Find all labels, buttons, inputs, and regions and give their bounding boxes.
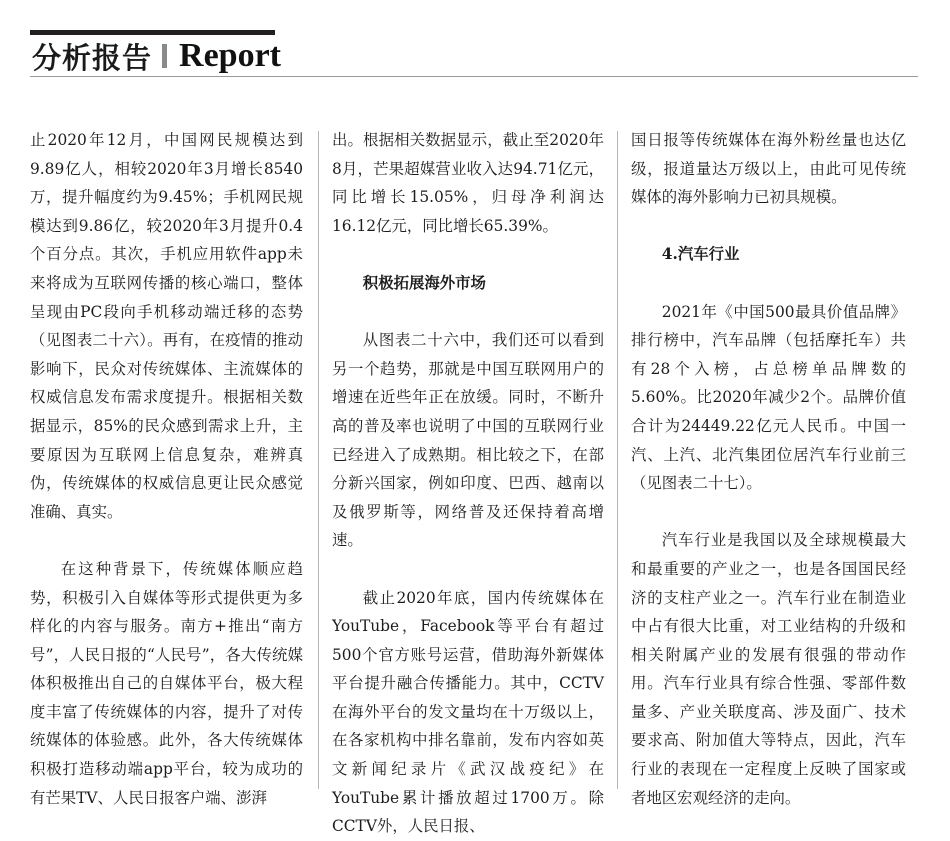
column-divider — [617, 131, 618, 789]
header-title-cn: 分析报告 — [32, 40, 153, 75]
paragraph: 截止2020年底，国内传统媒体在YouTube，Facebook等平台有超过500个官方账号运营，借助海外新媒体平台提升融合传播能力。其中，CCTV在海外平台的发文量均在十万级以上，在各家机构中排名靠前，发布内容如英文新闻纪录片《武汉战疫纪》在YouTube累计播放超过1700万。除CCTV外，人民日报、 — [332, 588, 604, 836]
paragraph: 止2020年12月，中国网民规模达到9.89亿人，相较2020年3月增长8540万，提升幅度约为9.45%；手机网民规模达到9.86亿，较2020年3月提升0.4个百分点。其次，手机应用软件app未来将成为互联网传播的核心端口，整体呈现由PC段向手机移动端迁移的态势（见图表二十六）。再有，在疫情的推动影响下，民众对传统媒体、主流媒体的权威信息发布需求度提升。根据相关数据显示，85%的民众感到需求上升，主要原因为互联网上信息复杂，难辨真伪，传统媒体的权威信息更让民众感觉准确、真实。 — [30, 131, 303, 521]
paragraph: 汽车行业是我国以及全球规模最大和最重要的产业之一，也是各国国民经济的支柱产业之一。汽车行业在制造业中占有很大比重，对工业结构的升级和相关附属产业的发展有很强的带动作用。汽车行业具有综合性强、零部件数量多、产业关联度高、涉及面广、技术要求高、附加值大等特点，因此，汽车行业的表现在一定程度上反映了国家或者地区宏观经济的走向。 — [631, 531, 906, 807]
header-separator — [162, 44, 167, 68]
paragraph-gap — [631, 498, 906, 527]
paragraph-gap — [332, 555, 604, 584]
paragraph: 出。根据相关数据显示，截止至2020年8月，芒果超媒营业收入达94.71亿元，同比增长15.05%，归母净利润达16.12亿元，同比增长65.39%。 — [332, 131, 604, 235]
header-accent-bar — [30, 30, 275, 35]
paragraph-gap — [332, 240, 604, 269]
column-divider — [318, 131, 319, 789]
section-heading: 4.汽车行业 — [661, 245, 740, 264]
paragraph-gap — [631, 212, 906, 241]
header-title-en: Report — [179, 37, 281, 74]
paragraph-gap — [30, 526, 303, 555]
page-header — [32, 38, 281, 74]
header-rule — [30, 76, 918, 77]
paragraph-gap — [631, 269, 906, 298]
text-column-3 — [631, 126, 906, 812]
text-column-2 — [332, 126, 604, 841]
paragraph: 从图表二十六中，我们还可以看到另一个趋势，那就是中国互联网用户的增速在近些年正在放缓。同时，不断升高的普及率也说明了中国的互联网行业已经进入了成熟期。相比较之下，在部分新兴国家，例如印度、巴西、越南以及俄罗斯等，网络普及还保持着高增速。 — [332, 331, 604, 550]
section-heading: 积极拓展海外市场 — [362, 273, 486, 292]
text-column-1 — [30, 126, 303, 812]
paragraph-gap — [332, 298, 604, 327]
paragraph: 2021年《中国500最具价值品牌》排行榜中，汽车品牌（包括摩托车）共有28个入榜，占总榜单品牌数的5.60%。比2020年减少2个。品牌价值合计为24449.22亿元人民币。中国一汽、上汽、北汽集团位居汽车行业前三（见图表二十七）。 — [631, 302, 906, 493]
paragraph: 国日报等传统媒体在海外粉丝量也达亿级，报道量达万级以上，由此可见传统媒体的海外影响力已初具规模。 — [631, 131, 906, 207]
paragraph: 在这种背景下，传统媒体顺应趋势，积极引入自媒体等形式提供更为多样化的内容与服务。南方+推出“南方号”，人民日报的“人民号”，各大传统媒体积极推出自己的自媒体平台，极大程度丰富了传统媒体的内容，提升了对传统媒体的体验感。此外，各大传统媒体积极打造移动端app平台，较为成功的有芒果TV、人民日报客户端、澎湃 — [30, 559, 303, 807]
